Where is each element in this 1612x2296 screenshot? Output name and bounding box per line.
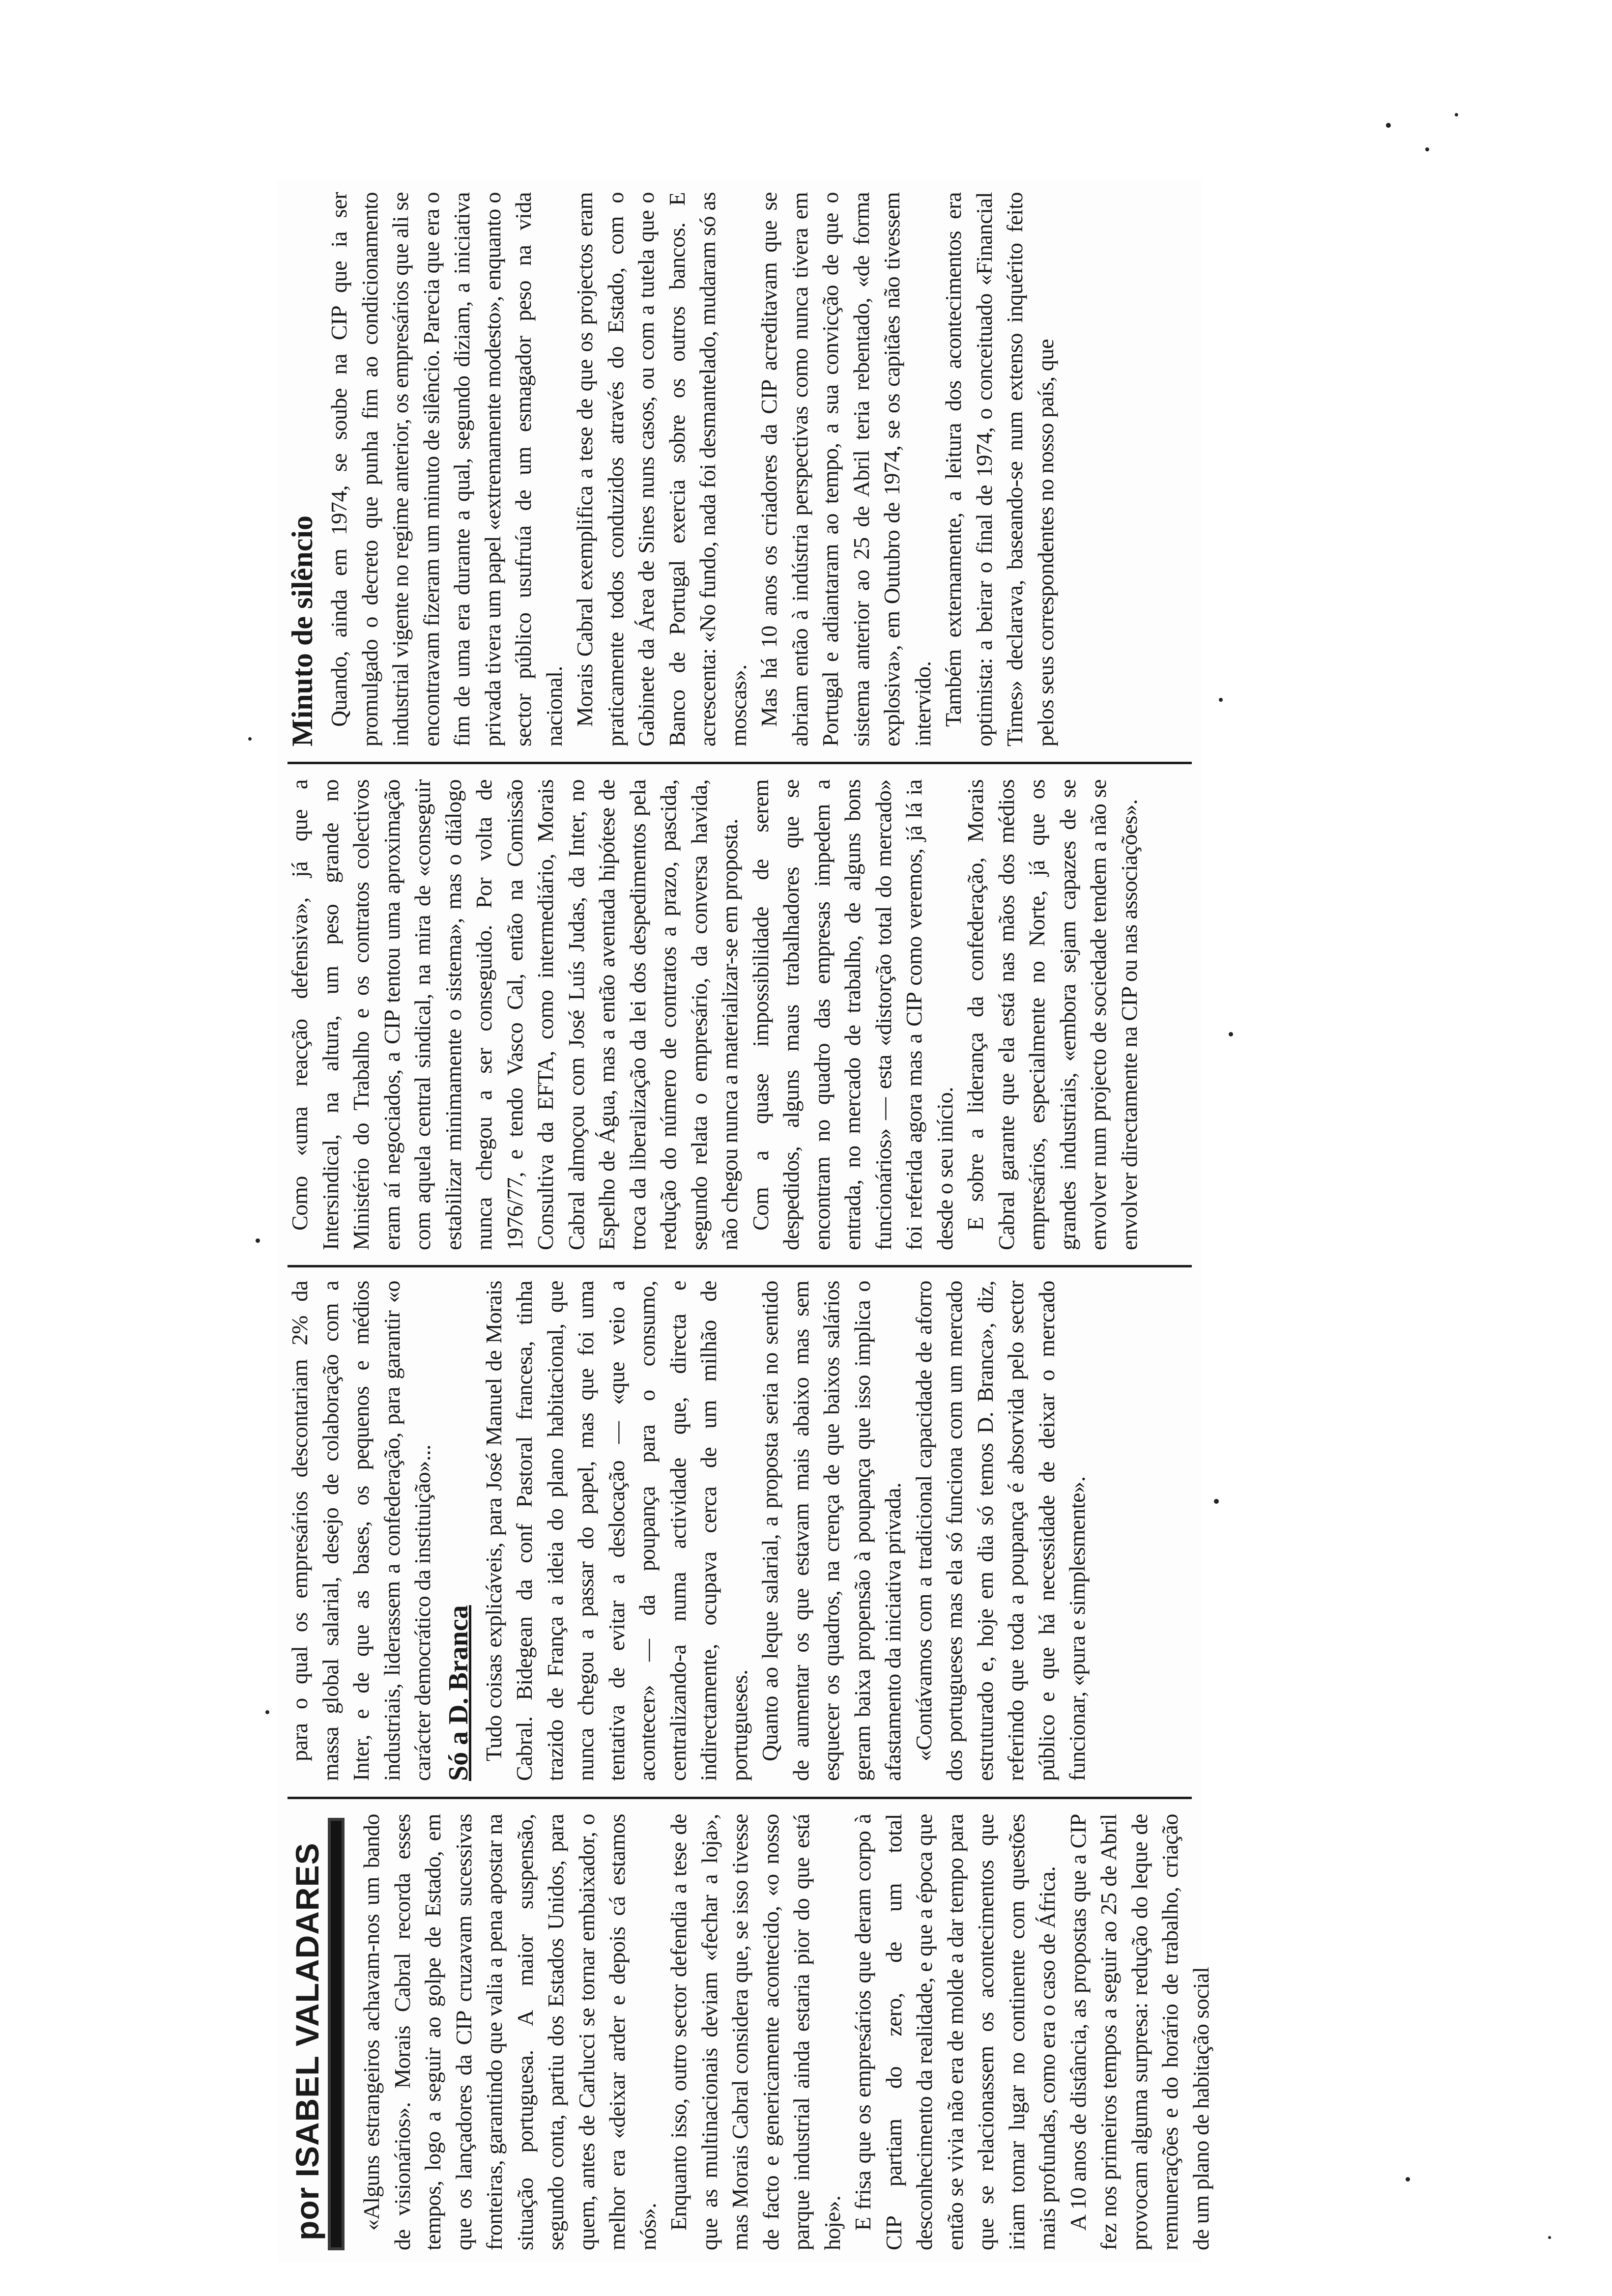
paragraph: Quando, ainda em 1974, se soube na CIP que ia ser promulgado o decreto que punha fim ao condicionamento industrial vigente no regime anterior, os empresários que ali se encontravam fizeram um minuto de silêncio. Parecia que era o fim de uma era durante a qual, segundo diziam, a iniciativa privada tivera um papel «extremamente modesto», enquanto o sector público usufruía de um esmagador peso na vida nacional. xyxy=(326,192,567,746)
scan-speck xyxy=(1455,113,1458,116)
scan-speck xyxy=(256,1238,260,1243)
article-column-3 xyxy=(278,767,1202,1263)
subheading: Só a D. Branca xyxy=(443,1605,474,1781)
paragraph: Quanto ao leque salarial, a proposta seria no sentido de aumentar os que estavam mais abaixo mas sem esquecer os quadros, na crença de que baixos salários geram baixa propensão à poupança que isso implica o afastamento da iniciativa privada. xyxy=(757,1281,905,1781)
paragraph: Morais Cabral exemplifica a tese de que os projectos eram praticamente todos conduzidos através do Estado, com o Gabinete da Área de Sines nuns casos, ou com a tutela que o Banco de Portugal exercia sobre os outros bancos. E acrescenta: «No fundo, nada foi desmantelado, mudaram só as moscas». xyxy=(572,192,751,746)
scan-speck xyxy=(265,1710,269,1714)
paragraph: «Alguns estrangeiros achavam-nos um bando de visionários». Morais Cabral recorda esses tempos, logo a seguir ao golpe de Estado, em que os lançadores da CIP cruzavam sucessivas fronteiras, garantindo que valia a pena apostar na situação portuguesa. A maior suspensão, segundo conta, partiu dos Estados Unidos, para quem, antes de Carlucci se tornar embaixador, o melhor era «deixar arder e depois cá estamos nós». xyxy=(359,1814,661,2250)
paragraph: A 10 anos de distância, as propostas que a CIP fez nos primeiros tempos a seguir ao 25 de Abril provocam alguma surpresa: redução do leque de remunerações e do horário de trabalho, criação de um plano de habitação social xyxy=(1065,1814,1213,2250)
paragraph: Com a quase impossibilidade de serem despedidos, alguns maus trabalhadores que se encontram no quadro das empresas impedem a entrada, no mercado de trabalho, de alguns bons funcionários» — esta «distorção total do mercado» foi referida agora mas a CIP como veremos, já lá ia desde o seu início. xyxy=(748,779,957,1250)
paragraph: Enquanto isso, outro sector defendia a tese de que as multinacionais deviam «fechar a loja», mas Morais Cabral considera que, se isso tivesse de facto e genericamente acontecido, «o nosso parque industrial ainda estaria pior do que está hoje». xyxy=(666,1814,845,2250)
scan-speck xyxy=(1548,2236,1551,2239)
paragraph: E sobre a liderança da confederação, Morais Cabral garante que ela está nas mãos dos médios empresários, especialmente no Norte, já que os grandes industriais, «embora sejam capazes de se envolver num projecto de sociedade tendem a não se envolver directamente na CIP ou nas associações». xyxy=(963,779,1142,1250)
article-column-2 xyxy=(278,1268,1202,1794)
column-divider xyxy=(288,1797,1192,1799)
paragraph: Como «uma reacção defensiva», já que a Intersindical, na altura, um peso grande no Ministério do Trabalho e os contratos colectivos eram aí negociados, a CIP tentou uma aproximação com aquela central sindical, na mira de «conseguir estabilizar minimamente o sistema», mas o diálogo nunca chegou a ser conseguido. Por volta de 1976/77, e tendo Vasco Cal, então na Comissão Consultiva da EFTA, como intermediário, Morais Cabral almoçou com José Luís Judas, da Inter, no Espelho de Água, mas a então aventada hipótese de troca da liberalização da lei dos despedimentos pela redução do número de contratos a prazo, pascida, segundo relata o empresário, da conversa havida, não chegou nunca a materializar-se em proposta. xyxy=(287,779,742,1250)
column-divider xyxy=(288,1265,1192,1267)
scan-speck xyxy=(1214,1499,1219,1504)
byline-rule xyxy=(328,1818,345,2250)
paragraph: E frisa que os empresários que deram corpo à CIP partiam do zero, de um total desconhecimento da realidade, e que a época que então se vivia não era de molde a dar tempo para que se relacionassem os acontecimentos que iriam tomar lugar no continente com questões mais profundas, como era o caso de África. xyxy=(850,1814,1060,2250)
paragraph: Tudo coisas explicáveis, para José Manuel de Morais Cabral. Bidegean da conf Pastoral francesa, tinha trazido de França a ideia do plano habitacional, que nunca chegou a passar do papel, mas que foi uma tentativa de evitar a deslocação — «que veio a acontecer» — da poupança para o consumo, centralizando-a numa actividade que, directa e indirectamente, ocupava cerca de um milhão de portugueses. xyxy=(481,1281,752,1781)
scan-speck xyxy=(1406,2177,1410,2181)
column-divider xyxy=(288,762,1192,764)
scan-speck xyxy=(1229,1032,1233,1036)
newspaper-clipping xyxy=(278,179,1213,2263)
paragraph: para o qual os empresários descontariam 2% da massa global salarial, desejo de colaboração com a Inter, e de que as bases, os pequenos e médios industriais, liderassem a confederação, para garantir «o carácter democrático da instituição»... xyxy=(287,1281,435,1781)
scan-speck xyxy=(1386,123,1391,128)
section-heading: Minuto de silêncio xyxy=(286,515,318,746)
byline: por ISABEL VALADARES xyxy=(289,1842,325,2240)
scan-speck xyxy=(1425,147,1429,151)
paragraph: Mas há 10 anos os criadores da CIP acreditavam que se abriam então à indústria perspectivas como nunca tivera em Portugal e adiantaram ao tempo, a sua convicção de que o sistema anterior ao 25 de Abril teria rebentado, «de forma explosiva», em Outubro de 1974, se os capitães não tivessem intervido. xyxy=(756,192,935,746)
paragraph: «Contávamos com a tradicional capacidade de aforro dos portugueses mas ela só funciona com um mercado estruturado e, hoje em dia só temos D. Branca», diz, referindo que toda a poupança é absorvida pelo sector público e que há necessidade de deixar o mercado funcionar, «pura e simplesmente». xyxy=(911,1281,1090,1781)
scan-speck xyxy=(248,737,252,741)
scan-speck xyxy=(1219,698,1223,702)
article-column-1 xyxy=(278,1801,1213,2263)
article-column-4 xyxy=(278,179,1202,759)
paragraph: Também externamente, a leitura dos acontecimentos era optimista: a beirar o final de 1974, o conceituado «Financial Times» declarava, baseando-se num extenso inquérito feito pelos seus correspondentes no nosso país, que xyxy=(941,192,1058,746)
